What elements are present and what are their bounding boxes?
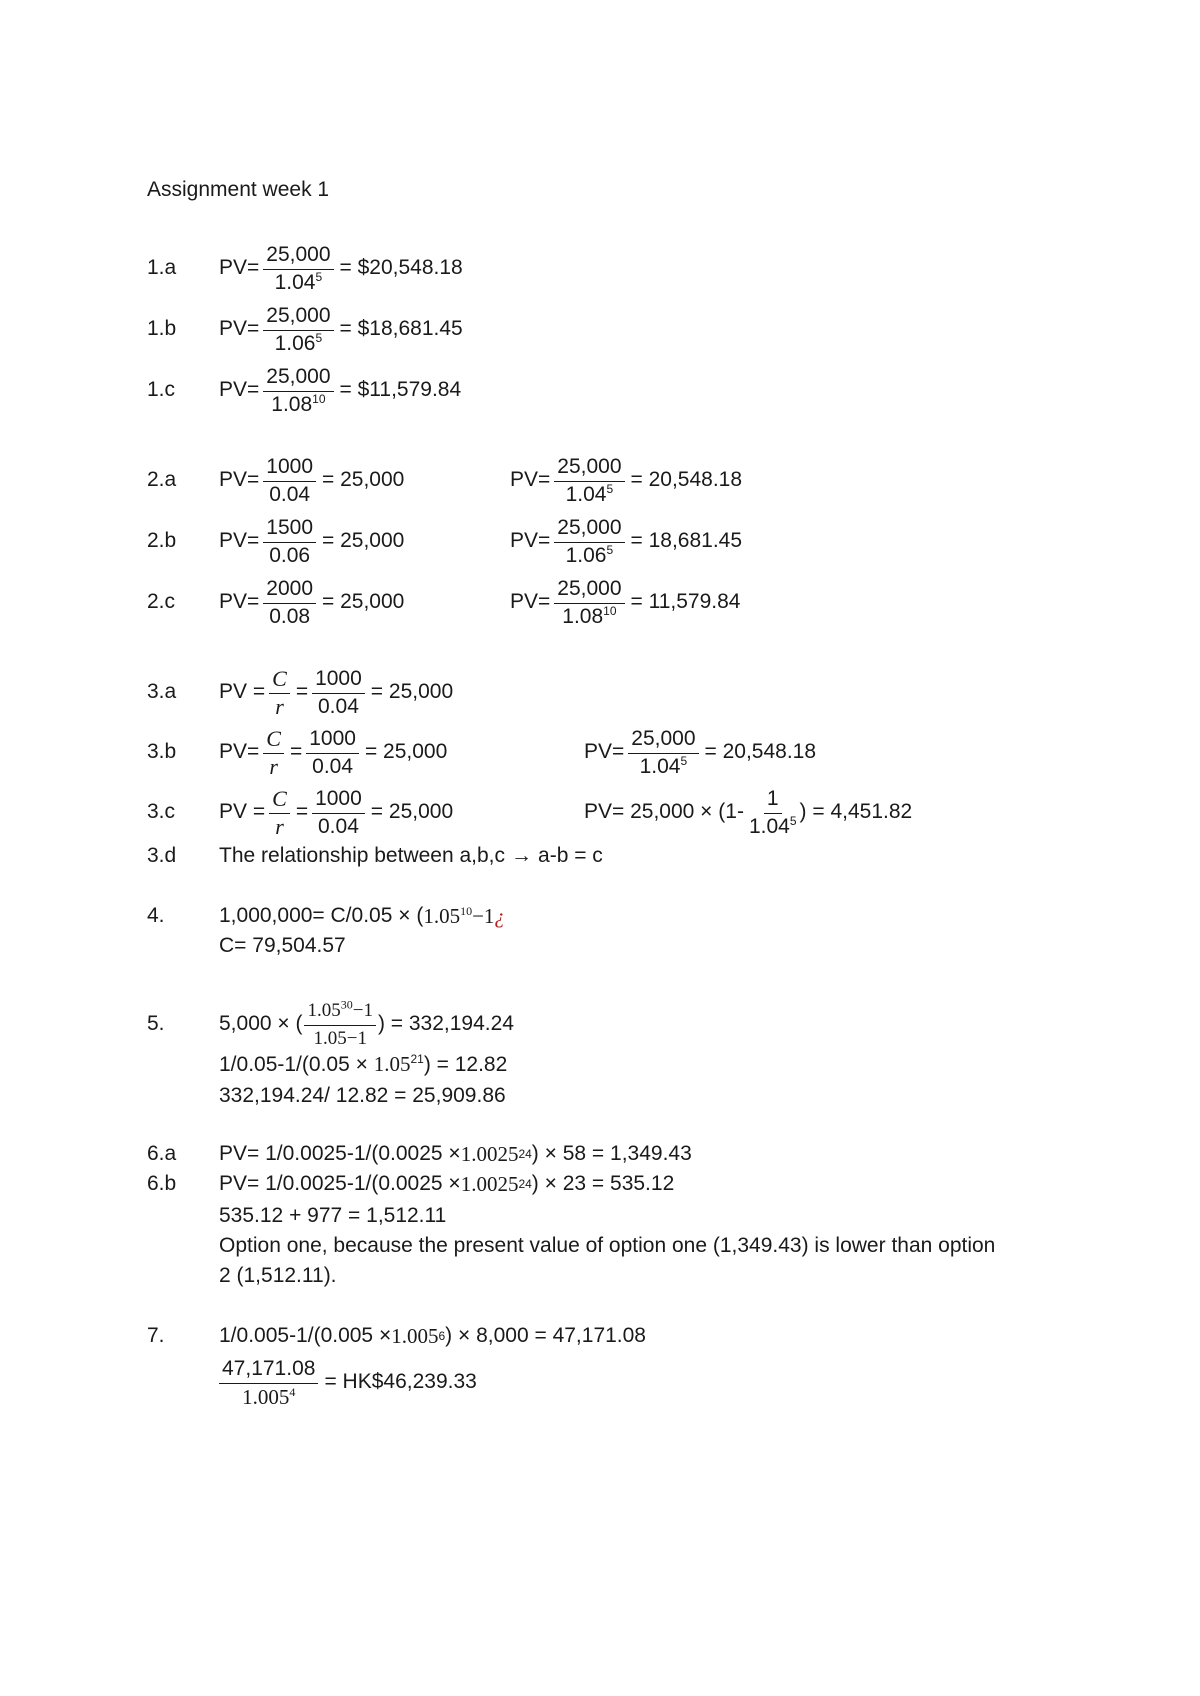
q5-line2: $1/0.05-1/(0.05 \times 1.05^{21}) = 12.82$ — [219, 1052, 508, 1076]
q1a-equation: PV= $\frac{25,000}{1.04^5}$ = $20,548.18 — [219, 242, 463, 294]
q6a-label: 6.a — [147, 1142, 177, 1165]
q2a-equation-left: PV= $\frac{1000}{0.04}$ = 25,000 — [219, 454, 405, 506]
document-title: Assignment week 1 — [147, 178, 330, 201]
q7-label: 7. — [147, 1324, 165, 1347]
q3d-text: The relationship between a,b,c → a-b = c — [219, 844, 603, 867]
q6a-equation: PV= 1/0.0025-1/(0.0025 × 1.0025 24 ) × 58 = 1,349.43 — [219, 1141, 692, 1166]
q2c-label: 2.c — [147, 590, 176, 613]
q3c-equation-right: PV= 25,000 × (1- $\frac{1}{1.04^5}$ ) = 4,451.82 — [584, 786, 913, 838]
q5-label: 5. — [147, 1012, 165, 1035]
q2b-label: 2.b — [147, 529, 177, 552]
q1b-equation: PV= $\frac{25,000}{1.06^5}$ = $18,681.45 — [219, 303, 463, 355]
q2b-equation-left: PV= $\frac{1500}{0.06}$ = 25,000 — [219, 515, 405, 567]
q1b-label: 1.b — [147, 317, 177, 340]
q6b-label: 6.b — [147, 1172, 177, 1195]
q3c-label: 3.c — [147, 800, 176, 823]
q3b-equation-right: PV= $\frac{25,000}{1.04^5}$ = 20,548.18 — [584, 726, 817, 778]
q3a-equation: PV = $\frac{C}{r}$ = $\frac{1000}{0.04}$ = 25,000 — [219, 665, 454, 719]
q7-equation: 1/0.005-1/(0.005 × 1.005 6 ) × 8,000 = 47,171.08 — [219, 1323, 646, 1348]
q3a-label: 3.a — [147, 680, 177, 703]
q2b-equation-right: PV= $\frac{25,000}{1.06^5}$ = 18,681.45 — [510, 515, 743, 567]
q1a-label: 1.a — [147, 256, 177, 279]
q3b-equation-left: PV= $\frac{C}{r}$ = $\frac{1000}{0.04}$ = 25,000 — [219, 725, 448, 779]
q6-line3: 535.12 + 977 = 1,512.11 — [219, 1204, 447, 1227]
q3c-equation-left: PV = $\frac{C}{r}$ = $\frac{1000}{0.04}$ = 25,000 — [219, 785, 454, 839]
q1b-fraction: $\frac{25,000}{1.06^5}$ — [263, 304, 333, 355]
q7-result-equation: $\frac{47,171.08}{1.005^4}$ = HK$46,239.33 — [219, 1356, 477, 1408]
q3d-label: 3.d — [147, 844, 177, 867]
q3b-label: 3.b — [147, 740, 177, 763]
q2a-equation-right: PV= $\frac{25,000}{1.04^5}$ = 20,548.18 — [510, 454, 743, 506]
q1c-equation: PV= $\frac{25,000}{1.08^{10}}$ = $11,579.84 — [219, 364, 462, 416]
q5-equation: 5,000 × ( $\frac{1.05^{30}-1}{1.05-1}$ ) = 332,194.24 — [219, 997, 514, 1049]
q2a-label: 2.a — [147, 468, 177, 491]
q1c-fraction: $\frac{25,000}{1.08^{10}}$ — [263, 365, 333, 416]
q2c-equation-left: PV= $\frac{2000}{0.08}$ = 25,000 — [219, 576, 405, 628]
q1a-fraction: $\frac{25,000}{1.04^5}$ — [263, 243, 333, 294]
q6b-equation: PV= 1/0.0025-1/(0.0025 × 1.0025 24 ) × 23 = 535.12 — [219, 1171, 675, 1196]
q6-line4: Option one, because the present value of option one (1,349.43) is lower than option — [219, 1234, 996, 1257]
q4-result-line: C= 79,504.57 — [219, 934, 346, 957]
q2c-equation-right: PV= $\frac{25,000}{1.08^{10}}$ = 11,579.84 — [510, 576, 741, 628]
q4-equation: 1,000,000= C/0.05 × ( $1.05^{10}-1$ ¿ — [219, 903, 505, 928]
q1c-label: 1.c — [147, 378, 176, 401]
q5-line3: 332,194.24/ 12.82 = 25,909.86 — [219, 1084, 506, 1107]
arrow-right-icon: → — [511, 844, 533, 867]
q6-line5: 2 (1,512.11). — [219, 1264, 337, 1287]
broken-glyph: ¿ — [494, 903, 505, 928]
q4-label: 4. — [147, 904, 165, 927]
